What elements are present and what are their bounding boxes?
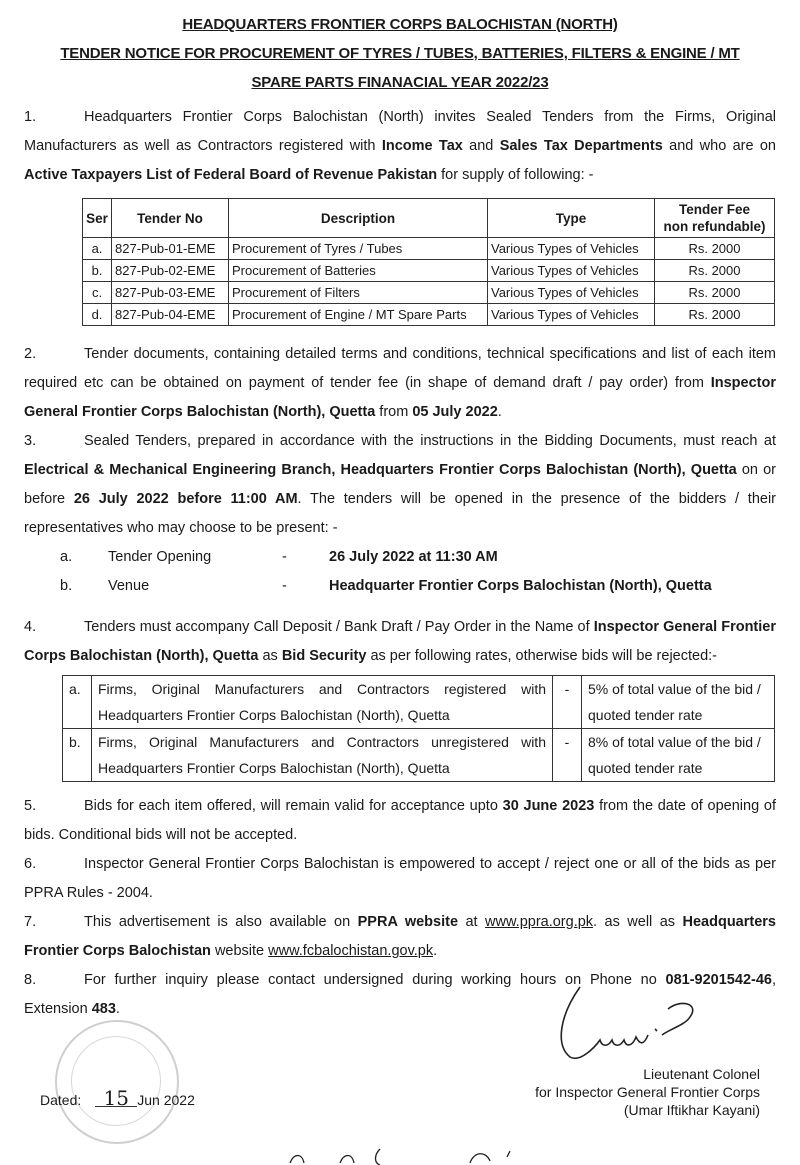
table-row: a. 827-Pub-01-EME Procurement of Tyres / Tubes Various Types of Vehicles Rs. 2000: [83, 238, 775, 260]
table-row: d. 827-Pub-04-EME Procurement of Engine / MT Spare Parts Various Types of Vehicles Rs. 2000: [83, 304, 775, 326]
header-line-1: HEADQUARTERS FRONTIER CORPS BALOCHISTAN (NORTH): [182, 16, 618, 33]
table-header-row: [83, 199, 775, 238]
dated-line: Dated: 15 Jun 2022: [40, 1086, 195, 1110]
signer-rank: Lieutenant Colonel: [643, 1066, 760, 1082]
office-stamp-icon: [55, 1020, 179, 1144]
header-line-2: TENDER NOTICE FOR PROCUREMENT OF TYRES / TUBES, BATTERIES, FILTERS & ENGINE / MT: [60, 45, 740, 62]
paragraph-7: 7. This advertisement is also available on PPRA website at www.ppra.org.pk. as well as Headquarters Frontier Corps Balochistan website www.fcbalochistan.gov.pk.: [24, 914, 776, 959]
paragraph-number: 1.: [24, 109, 37, 125]
ppra-website-link[interactable]: www.ppra.org.pk: [485, 914, 594, 930]
bid-security-table: [62, 675, 775, 782]
col-header-type: Type: [488, 199, 655, 238]
col-header-description: Description: [229, 199, 488, 238]
tender-table: [82, 198, 775, 326]
signature-block: [0, 985, 800, 1165]
paragraph-2: 2. Tender documents, containing detailed terms and conditions, technical specifications and list of each item required etc can be obtained on payment of tender fee (in shape of demand draft / pay order) from Inspector General Frontier Corps Balochistan (North), Quetta from 05 July 2022.: [24, 346, 776, 420]
table-row: c. 827-Pub-03-EME Procurement of Filters Various Types of Vehicles Rs. 2000: [83, 282, 775, 304]
col-header-ser: Ser: [83, 199, 112, 238]
paragraph-1: 1. Headquarters Frontier Corps Balochistan (North) invites Sealed Tenders from the Firms, Original Manufacturers as well as Contractors registered with Income Tax and Sales Tax Departments and who are on Active Taxpayers List of Federal Board of Revenue Pakistan for supply of following: -: [24, 103, 776, 190]
col-header-tender-no: Tender No: [112, 199, 229, 238]
table-row: b. 827-Pub-02-EME Procurement of Batteries Various Types of Vehicles Rs. 2000: [83, 260, 775, 282]
venue-item: b. Venue - Headquarter Frontier Corps Balochistan (North), Quetta: [60, 578, 712, 594]
paragraph-3: 3. Sealed Tenders, prepared in accordance with the instructions in the Bidding Documents, must reach at Electrical & Mechanical Engineering Branch, Headquarters Frontier Corps Balochistan (North), Quetta on or before 26 July 2022 before 11:00 AM. The tenders will be opened in the presence of the bidders / their representatives who may choose to be present: -: [24, 433, 776, 536]
signature-icon: [540, 985, 710, 1065]
paragraph-5: 5. Bids for each item offered, will remain valid for acceptance upto 30 June 2023 from the date of opening of bids. Conditional bids will not be accepted.: [24, 798, 776, 843]
table-row: a. Firms, Original Manufacturers and Contractors registered with Headquarters Frontier Corps Balochistan (North), Quetta - 5% of total value of the bid / quoted tender rate: [63, 676, 775, 729]
dated-day: 15: [95, 1090, 137, 1107]
fc-website-link[interactable]: www.fcbalochistan.gov.pk: [268, 943, 434, 959]
tender-opening-item: a. Tender Opening - 26 July 2022 at 11:30 AM: [60, 549, 498, 565]
signer-name: (Umar Iftikhar Kayani): [623, 1102, 760, 1118]
header-line-3: SPARE PARTS FINANACIAL YEAR 2022/23: [251, 74, 549, 91]
table-row: b. Firms, Original Manufacturers and Contractors unregistered with Headquarters Frontier Corps Balochistan (North), Quetta - 8% of total value of the bid / quoted tender rate: [63, 729, 775, 782]
signer-info: [535, 1065, 760, 1119]
signer-for: for Inspector General Frontier Corps: [535, 1084, 760, 1100]
paragraph-8: 8. For further inquiry please contact undersigned during working hours on Phone no 081-9201542-46, Extension 483.: [24, 972, 776, 1017]
paragraph-4: 4. Tenders must accompany Call Deposit / Bank Draft / Pay Order in the Name of Inspector General Frontier Corps Balochistan (North), Quetta as Bid Security as per following rates, otherwise bids will be rejected:-: [24, 619, 776, 664]
handwritten-scribble-icon: [280, 1145, 540, 1165]
col-header-tender-fee: Tender Fee non refundable): [655, 199, 775, 238]
paragraph-6: 6. Inspector General Frontier Corps Balochistan is empowered to accept / reject one or all of the bids as per PPRA Rules - 2004.: [24, 856, 776, 901]
